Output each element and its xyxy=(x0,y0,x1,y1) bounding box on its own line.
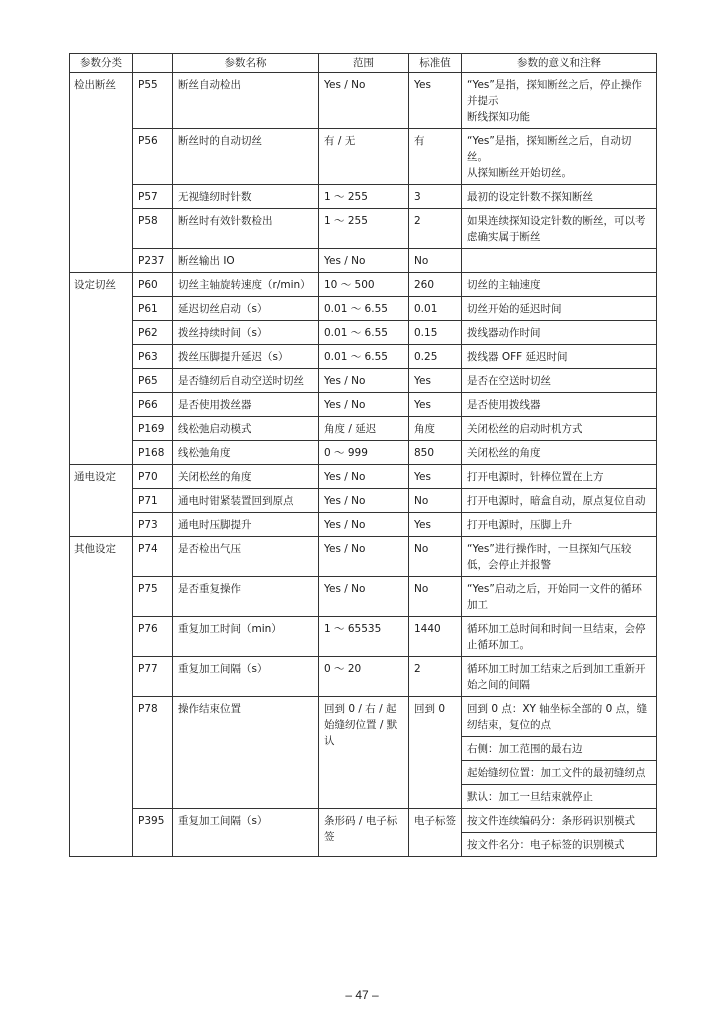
param-standard: 3 xyxy=(409,185,462,209)
param-note-text: “Yes”是指，探知断丝之后，自动切丝。 xyxy=(467,135,632,163)
param-name: 断丝时有效针数检出 xyxy=(173,209,319,249)
header-range: 范围 xyxy=(319,54,409,73)
param-range: 1 ～ 65535 xyxy=(319,617,409,657)
table-row xyxy=(70,513,657,537)
param-note xyxy=(462,465,657,489)
param-name: 重复加工时间（min） xyxy=(173,617,319,657)
param-name: 是否缝纫后自动空送时切丝 xyxy=(173,369,319,393)
param-range: 0.01 ～ 6.55 xyxy=(319,321,409,345)
param-name: 切丝主轴旋转速度（r/min） xyxy=(173,273,319,297)
param-standard: 2 xyxy=(409,209,462,249)
param-range: Yes / No xyxy=(319,489,409,513)
param-range: 0.01 ～ 6.55 xyxy=(319,345,409,369)
table-row xyxy=(70,441,657,465)
param-code: P76 xyxy=(133,617,173,657)
table-row xyxy=(70,697,657,737)
param-code: P237 xyxy=(133,249,173,273)
param-range: Yes / No xyxy=(319,577,409,617)
param-note-text: “Yes”启动之后，开始同一文件的循环加工 xyxy=(467,583,642,611)
param-note-text: 循环加工总时间和时间一旦结束，会停止循环加工。 xyxy=(467,623,646,651)
header-standard: 标准值 xyxy=(409,54,462,73)
table-row xyxy=(70,417,657,441)
table-row xyxy=(70,809,657,833)
param-name: 操作结束位置 xyxy=(173,697,319,809)
param-note xyxy=(462,809,657,833)
param-standard: Yes xyxy=(409,393,462,417)
param-note-text: 按文件名分：电子标签的识别模式 xyxy=(467,839,625,851)
param-note-text: 最初的设定针数不探知断丝 xyxy=(467,191,593,203)
table-row xyxy=(70,393,657,417)
param-note xyxy=(462,73,657,129)
table-row xyxy=(70,345,657,369)
table-row xyxy=(70,73,657,129)
param-code: P169 xyxy=(133,417,173,441)
param-note xyxy=(462,209,657,249)
param-standard: Yes xyxy=(409,513,462,537)
category-cell: 检出断丝 xyxy=(70,73,133,273)
header-meaning: 参数的意义和注释 xyxy=(462,54,657,73)
param-code: P73 xyxy=(133,513,173,537)
param-range: 0 ～ 20 xyxy=(319,657,409,697)
param-range: 1 ～ 255 xyxy=(319,185,409,209)
param-note xyxy=(462,537,657,577)
param-range: Yes / No xyxy=(319,249,409,273)
table-row xyxy=(70,321,657,345)
param-note-text: 拨线器 OFF 延迟时间 xyxy=(467,351,568,363)
param-name: 线松弛启动模式 xyxy=(173,417,319,441)
param-note-text: 拨线器动作时间 xyxy=(467,327,541,339)
param-note xyxy=(462,321,657,345)
table-header-row xyxy=(70,54,657,73)
category-cell: 其他设定 xyxy=(70,537,133,857)
param-note-text: 断线探知功能 xyxy=(467,111,530,123)
param-code: P395 xyxy=(133,809,173,857)
param-standard: Yes xyxy=(409,369,462,393)
param-note-text: 打开电源时，针棒位置在上方 xyxy=(467,471,604,483)
param-standard: 0.15 xyxy=(409,321,462,345)
param-standard: 回到 0 xyxy=(409,697,462,809)
param-standard: No xyxy=(409,537,462,577)
param-standard: 2 xyxy=(409,657,462,697)
param-name: 断丝时的自动切丝 xyxy=(173,129,319,185)
header-category: 参数分类 xyxy=(70,54,133,73)
table-row xyxy=(70,249,657,273)
param-standard: 0.25 xyxy=(409,345,462,369)
param-range: 1 ～ 255 xyxy=(319,209,409,249)
table-row xyxy=(70,369,657,393)
param-name: 通电时压脚提升 xyxy=(173,513,319,537)
param-note xyxy=(462,577,657,617)
param-code: P65 xyxy=(133,369,173,393)
param-standard: No xyxy=(409,577,462,617)
document-page xyxy=(69,53,656,857)
table-row xyxy=(70,465,657,489)
param-code: P55 xyxy=(133,73,173,129)
param-code: P61 xyxy=(133,297,173,321)
param-note-text: 循环加工时加工结束之后到加工重新开始之间的间隔 xyxy=(467,663,646,691)
param-code: P77 xyxy=(133,657,173,697)
param-standard: 1440 xyxy=(409,617,462,657)
param-range: 角度 / 延迟 xyxy=(319,417,409,441)
param-code: P66 xyxy=(133,393,173,417)
param-name: 断丝自动检出 xyxy=(173,73,319,129)
table-row xyxy=(70,209,657,249)
param-note xyxy=(462,369,657,393)
param-note-text: 打开电源时，暗盒自动，原点复位自动 xyxy=(467,495,646,507)
param-range: 10 ～ 500 xyxy=(319,273,409,297)
param-code: P60 xyxy=(133,273,173,297)
table-row xyxy=(70,537,657,577)
param-note xyxy=(462,129,657,185)
param-note xyxy=(462,273,657,297)
header-code xyxy=(133,54,173,73)
param-note xyxy=(462,249,657,273)
table-row xyxy=(70,577,657,617)
param-code: P70 xyxy=(133,465,173,489)
param-name: 拨丝持续时间（s） xyxy=(173,321,319,345)
param-standard: No xyxy=(409,249,462,273)
param-name: 是否重复操作 xyxy=(173,577,319,617)
param-note xyxy=(462,697,657,737)
param-range: 有 / 无 xyxy=(319,129,409,185)
param-note-text: 如果连续探知设定针数的断丝，可以考虑确实属于断丝 xyxy=(467,215,646,243)
param-range: 0 ～ 999 xyxy=(319,441,409,465)
param-note-text: 是否使用拨线器 xyxy=(467,399,541,411)
param-standard: 850 xyxy=(409,441,462,465)
table-row xyxy=(70,129,657,185)
param-code: P58 xyxy=(133,209,173,249)
param-name: 断丝输出 IO xyxy=(173,249,319,273)
param-note xyxy=(462,785,657,809)
param-name: 关闭松丝的角度 xyxy=(173,465,319,489)
param-note-text: 是否在空送时切丝 xyxy=(467,375,551,387)
param-range: Yes / No xyxy=(319,369,409,393)
table-row xyxy=(70,185,657,209)
param-name: 延迟切丝启动（s） xyxy=(173,297,319,321)
param-name: 拨丝压脚提升延迟（s） xyxy=(173,345,319,369)
param-note-text: 默认：加工一旦结束就停止 xyxy=(467,791,593,803)
param-name: 重复加工间隔（s） xyxy=(173,809,319,857)
param-name: 通电时钳紧装置回到原点 xyxy=(173,489,319,513)
param-note xyxy=(462,393,657,417)
table-row xyxy=(70,657,657,697)
param-standard: 0.01 xyxy=(409,297,462,321)
param-name: 是否检出气压 xyxy=(173,537,319,577)
param-note xyxy=(462,297,657,321)
param-note xyxy=(462,345,657,369)
param-note-text: 切丝的主轴速度 xyxy=(467,279,541,291)
param-note xyxy=(462,737,657,761)
param-range: 回到 0 / 右 / 起始缝纫位置 / 默认 xyxy=(319,697,409,809)
param-range: Yes / No xyxy=(319,537,409,577)
param-name: 重复加工间隔（s） xyxy=(173,657,319,697)
param-code: P75 xyxy=(133,577,173,617)
param-name: 无视缝纫时针数 xyxy=(173,185,319,209)
param-note-text: “Yes”是指，探知断丝之后，停止操作并提示 xyxy=(467,79,642,107)
param-code: P74 xyxy=(133,537,173,577)
param-code: P71 xyxy=(133,489,173,513)
param-range: Yes / No xyxy=(319,393,409,417)
param-note xyxy=(462,185,657,209)
table-row xyxy=(70,617,657,657)
param-note-text: 打开电源时，压脚上升 xyxy=(467,519,572,531)
param-code: P168 xyxy=(133,441,173,465)
table-row xyxy=(70,489,657,513)
param-range: 条形码 / 电子标签 xyxy=(319,809,409,857)
param-note xyxy=(462,761,657,785)
param-code: P78 xyxy=(133,697,173,809)
param-note xyxy=(462,513,657,537)
param-standard: 角度 xyxy=(409,417,462,441)
param-code: P56 xyxy=(133,129,173,185)
category-cell: 通电设定 xyxy=(70,465,133,537)
parameter-table xyxy=(69,53,657,857)
table-row xyxy=(70,273,657,297)
param-note xyxy=(462,617,657,657)
param-standard: 有 xyxy=(409,129,462,185)
header-name: 参数名称 xyxy=(173,54,319,73)
param-range: Yes / No xyxy=(319,73,409,129)
param-note xyxy=(462,833,657,857)
param-note-text: 回到 0 点：XY 轴坐标全部的 0 点，缝纫结束，复位的点 xyxy=(467,703,648,731)
param-note-text: 切丝开始的延迟时间 xyxy=(467,303,562,315)
param-standard: 电子标签 xyxy=(409,809,462,857)
param-note-text: 按文件连续编码分：条形码识别模式 xyxy=(467,815,635,827)
param-note-text: “Yes”进行操作时，一旦探知气压较低，会停止并报警 xyxy=(467,543,632,571)
param-range: Yes / No xyxy=(319,465,409,489)
param-code: P57 xyxy=(133,185,173,209)
param-note xyxy=(462,417,657,441)
param-note-text: 关闭松丝的角度 xyxy=(467,447,541,459)
param-note-text: 起始缝纫位置：加工文件的最初缝纫点 xyxy=(467,767,646,779)
param-code: P63 xyxy=(133,345,173,369)
param-note xyxy=(462,657,657,697)
param-name: 线松弛角度 xyxy=(173,441,319,465)
page-number: – 47 – xyxy=(345,988,379,1002)
param-note xyxy=(462,441,657,465)
param-standard: 260 xyxy=(409,273,462,297)
param-code: P62 xyxy=(133,321,173,345)
category-cell: 设定切丝 xyxy=(70,273,133,465)
table-row xyxy=(70,297,657,321)
param-standard: No xyxy=(409,489,462,513)
param-range: 0.01 ～ 6.55 xyxy=(319,297,409,321)
param-range: Yes / No xyxy=(319,513,409,537)
param-note-text: 关闭松丝的启动时机方式 xyxy=(467,423,583,435)
param-name: 是否使用拨丝器 xyxy=(173,393,319,417)
param-note xyxy=(462,489,657,513)
param-standard: Yes xyxy=(409,465,462,489)
param-standard: Yes xyxy=(409,73,462,129)
param-note-text: 从探知断丝开始切丝。 xyxy=(467,167,572,179)
param-note-text: 右侧：加工范围的最右边 xyxy=(467,743,583,755)
